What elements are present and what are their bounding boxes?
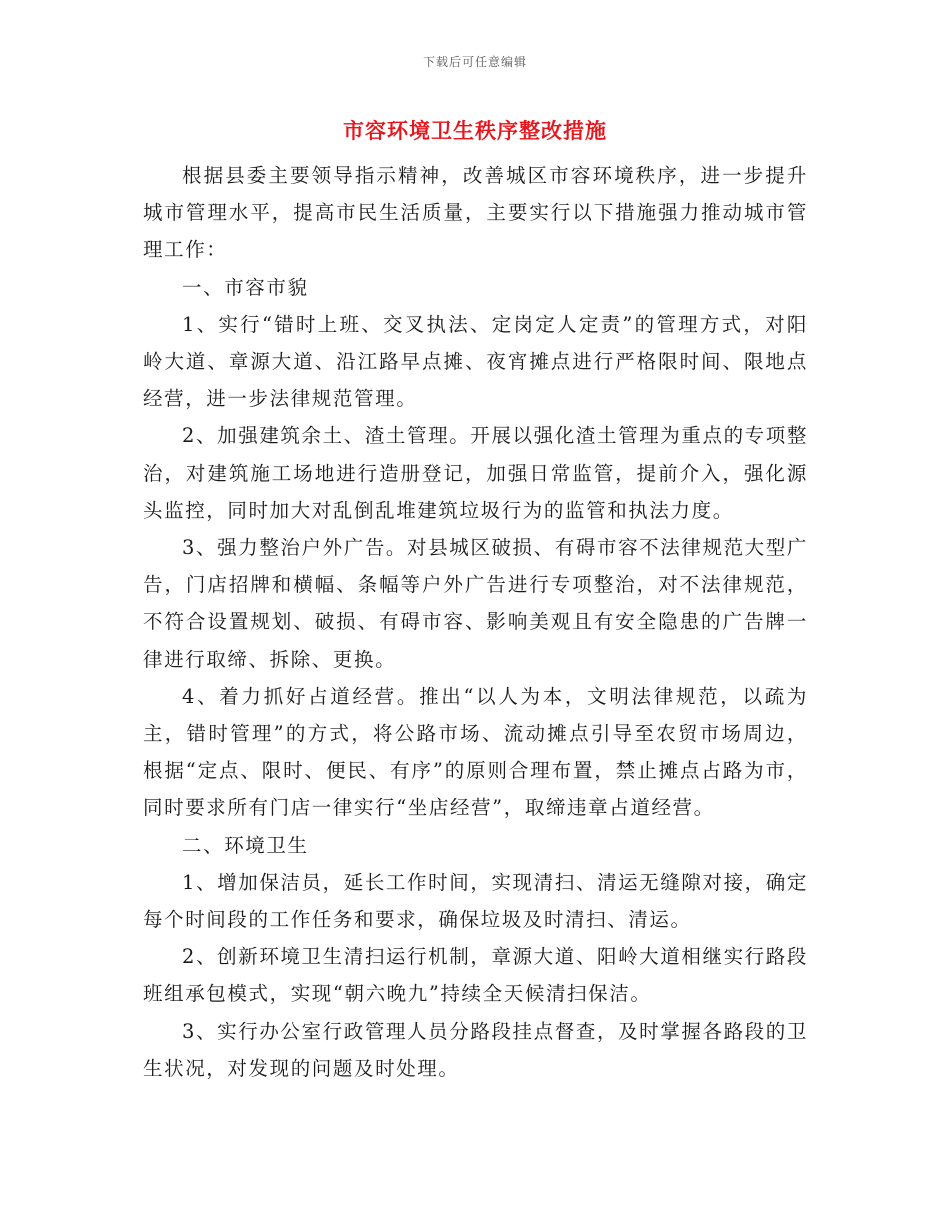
document-title: 市容环境卫生秩序整改措施 (343, 119, 607, 143)
document-body (143, 157, 808, 1087)
paragraph-item: 4、着力抓好占道经营。推出“以人为本，文明法律规范，以疏为主，错时管理”的方式，将公路市场、流动摊点引导至农贸市场周边，根据“定点、限时、便民、有序”的原则合理布置，禁止摊点占路为市，同时要求所有门店一律实行“坐店经营”，取缔违章占道经营。 (143, 684, 808, 820)
page-header: 下载后可任意编辑 (422, 55, 527, 69)
paragraph-item: 3、实行办公室行政管理人员分路段挂点督查，及时掌握各路段的卫生状况，对发现的问题及时处理。 (143, 1019, 808, 1080)
paragraph-item: 2、加强建筑余土、渣土管理。开展以强化渣土管理为重点的专项整治，对建筑施工场地进行造册登记，加强日常监管，提前介入，强化源头监控，同时加大对乱倒乱堆建筑垃圾行为的监管和执法力度。 (143, 424, 808, 522)
paragraph-item: 1、增加保洁员，延长工作时间，实现清扫、清运无缝隙对接，确定每个时间段的工作任务和要求，确保垃圾及时清扫、清运。 (143, 870, 808, 932)
paragraph-intro: 根据县委主要领导指示精神，改善城区市容环境秩序，进一步提升城市管理水平，提高市民生活质量，主要实行以下措施强力推动城市管理工作： (143, 164, 808, 262)
paragraph-item: 1、实行“错时上班、交叉执法、定岗定人定责”的管理方式，对阳岭大道、章源大道、沿江路早点摊、夜宵摊点进行严格限时间、限地点经营，进一步法律规范管理。 (143, 312, 808, 411)
section-heading-sanitation: 二、环境卫生 (182, 833, 309, 857)
section-heading-city-appearance: 一、市容市貌 (182, 275, 309, 299)
paragraph-item: 3、强力整治户外广告。对县城区破损、有碍市容不法律规范大型广告，门店招牌和横幅、条幅等户外广告进行专项整治，对不法律规范，不符合设置规划、破损、有碍市容、影响美观且有安全隐患的广告牌一律进行取缔、拆除、更换。 (143, 536, 808, 671)
paragraph-item: 2、创新环境卫生清扫运行机制，章源大道、阳岭大道相继实行路段班组承包模式，实现“朝六晚九”持续全天候清扫保洁。 (143, 945, 808, 1006)
